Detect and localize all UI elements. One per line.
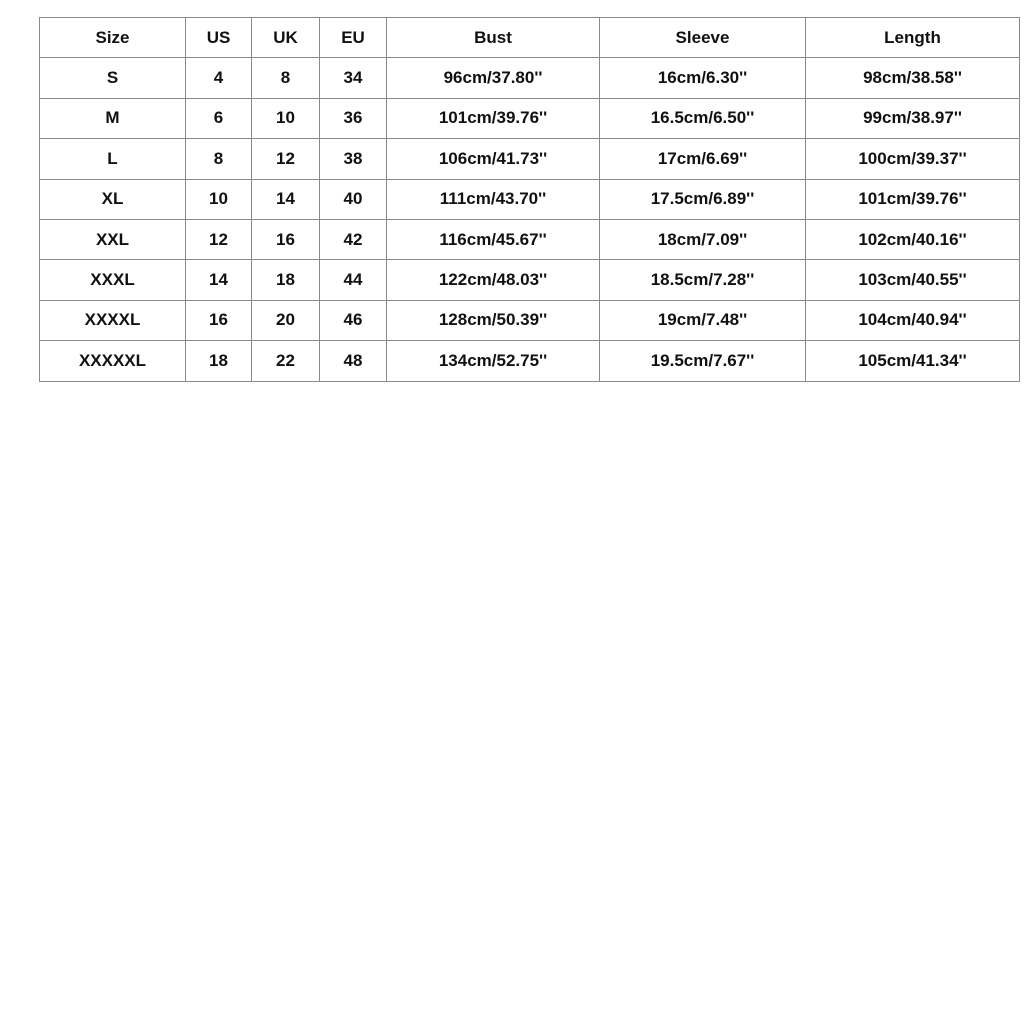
- header-size: Size: [40, 18, 186, 58]
- cell-eu: 44: [320, 260, 387, 300]
- cell-sleeve: 17cm/6.69'': [600, 139, 806, 179]
- cell-us: 10: [186, 179, 252, 219]
- header-uk: UK: [252, 18, 320, 58]
- cell-bust: 106cm/41.73'': [387, 139, 600, 179]
- cell-size: S: [40, 58, 186, 98]
- cell-size: XXXXL: [40, 300, 186, 340]
- size-chart-table: [39, 17, 1020, 382]
- cell-size: M: [40, 98, 186, 138]
- cell-uk: 12: [252, 139, 320, 179]
- cell-bust: 116cm/45.67'': [387, 219, 600, 259]
- header-eu: EU: [320, 18, 387, 58]
- cell-uk: 16: [252, 219, 320, 259]
- cell-us: 4: [186, 58, 252, 98]
- cell-sleeve: 16cm/6.30'': [600, 58, 806, 98]
- cell-sleeve: 18cm/7.09'': [600, 219, 806, 259]
- cell-us: 14: [186, 260, 252, 300]
- cell-sleeve: 17.5cm/6.89'': [600, 179, 806, 219]
- cell-sleeve: 16.5cm/6.50'': [600, 98, 806, 138]
- cell-eu: 38: [320, 139, 387, 179]
- cell-sleeve: 19cm/7.48'': [600, 300, 806, 340]
- cell-us: 6: [186, 98, 252, 138]
- cell-size: XXXL: [40, 260, 186, 300]
- cell-length: 102cm/40.16'': [806, 219, 1020, 259]
- cell-uk: 8: [252, 58, 320, 98]
- table-row: [40, 98, 1020, 138]
- cell-us: 12: [186, 219, 252, 259]
- header-bust: Bust: [387, 18, 600, 58]
- header-length: Length: [806, 18, 1020, 58]
- table-row: [40, 300, 1020, 340]
- cell-bust: 134cm/52.75'': [387, 341, 600, 381]
- cell-uk: 14: [252, 179, 320, 219]
- cell-eu: 40: [320, 179, 387, 219]
- cell-length: 101cm/39.76'': [806, 179, 1020, 219]
- cell-us: 16: [186, 300, 252, 340]
- cell-size: XXL: [40, 219, 186, 259]
- cell-uk: 22: [252, 341, 320, 381]
- header-us: US: [186, 18, 252, 58]
- table-row: [40, 58, 1020, 98]
- table-row: [40, 139, 1020, 179]
- cell-length: 98cm/38.58'': [806, 58, 1020, 98]
- cell-size: XXXXXL: [40, 341, 186, 381]
- cell-size: L: [40, 139, 186, 179]
- cell-eu: 48: [320, 341, 387, 381]
- cell-bust: 128cm/50.39'': [387, 300, 600, 340]
- cell-bust: 96cm/37.80'': [387, 58, 600, 98]
- table-row: [40, 260, 1020, 300]
- cell-length: 104cm/40.94'': [806, 300, 1020, 340]
- cell-eu: 46: [320, 300, 387, 340]
- cell-bust: 111cm/43.70'': [387, 179, 600, 219]
- table-header-row: [40, 18, 1020, 58]
- cell-length: 99cm/38.97'': [806, 98, 1020, 138]
- cell-length: 105cm/41.34'': [806, 341, 1020, 381]
- cell-sleeve: 19.5cm/7.67'': [600, 341, 806, 381]
- cell-us: 8: [186, 139, 252, 179]
- cell-eu: 34: [320, 58, 387, 98]
- cell-eu: 36: [320, 98, 387, 138]
- header-sleeve: Sleeve: [600, 18, 806, 58]
- cell-length: 100cm/39.37'': [806, 139, 1020, 179]
- cell-uk: 10: [252, 98, 320, 138]
- table-row: [40, 341, 1020, 381]
- cell-sleeve: 18.5cm/7.28'': [600, 260, 806, 300]
- cell-us: 18: [186, 341, 252, 381]
- cell-size: XL: [40, 179, 186, 219]
- cell-length: 103cm/40.55'': [806, 260, 1020, 300]
- cell-bust: 101cm/39.76'': [387, 98, 600, 138]
- cell-uk: 20: [252, 300, 320, 340]
- table-row: [40, 179, 1020, 219]
- cell-eu: 42: [320, 219, 387, 259]
- table-row: [40, 219, 1020, 259]
- cell-uk: 18: [252, 260, 320, 300]
- cell-bust: 122cm/48.03'': [387, 260, 600, 300]
